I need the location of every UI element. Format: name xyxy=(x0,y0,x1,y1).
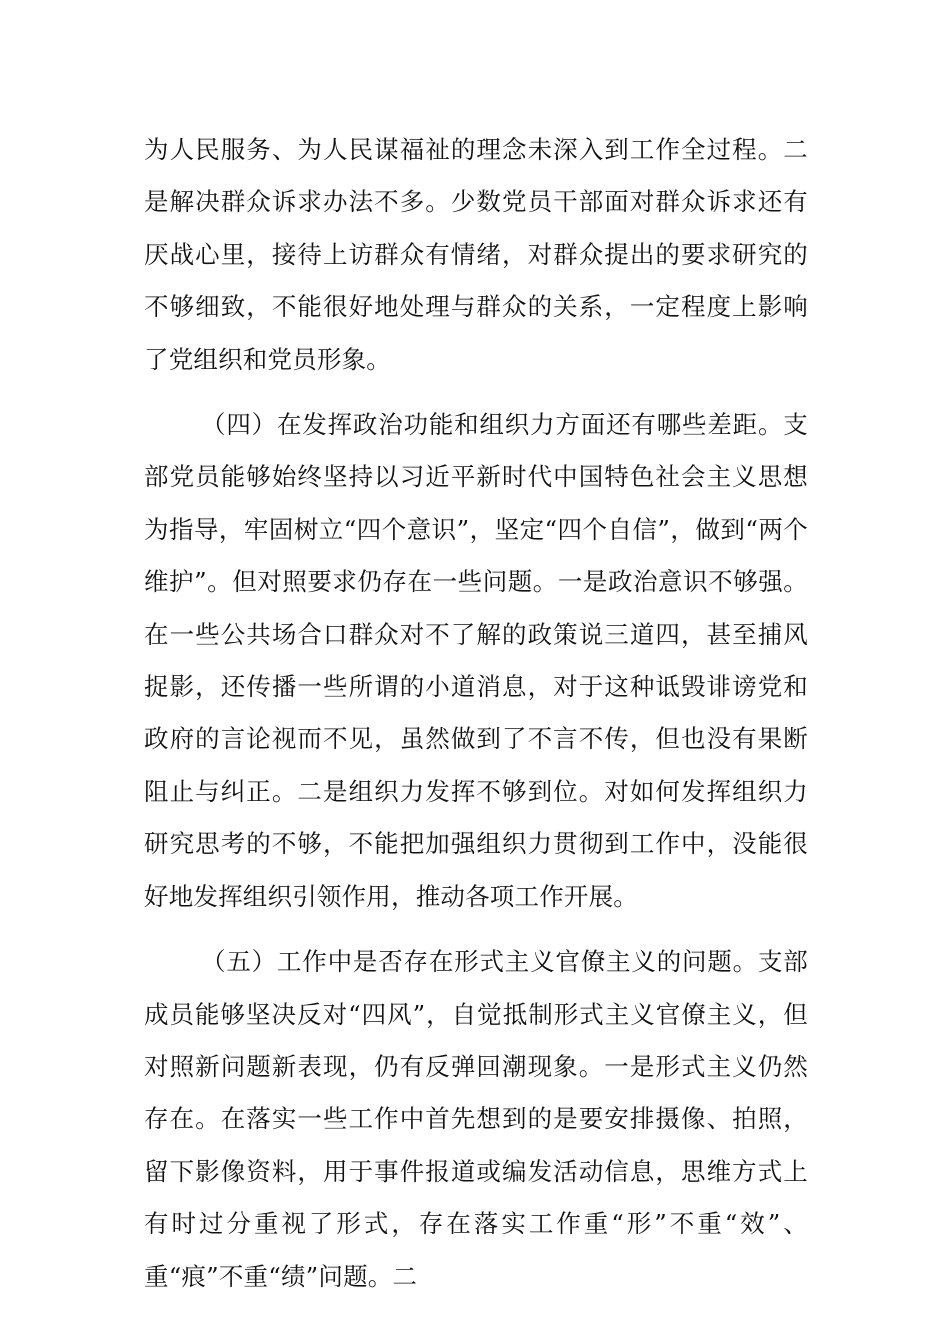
document-body xyxy=(144,124,808,1303)
paragraph-continuation: 为人民服务、为人民谋福祉的理念未深入到工作全过程。二是解决群众诉求办法不多。少数党员干部面对群众诉求还有厌战心里，接待上访群众有情绪，对群众提出的要求研究的不够细致，不能很好地处理与群众的关系，一定程度上影响了党组织和党员形象。 xyxy=(144,135,808,374)
paragraph-section-five: （五）工作中是否存在形式主义官僚主义的问题。支部成员能够坚决反对“四风”，自觉抵制形式主义官僚主义，但对照新问题新表现，仍有反弹回潮现象。一是形式主义仍然存在。在落实一些工作中首先想到的是要安排摄像、拍照，留下影像资料，用于事件报道或编发活动信息，思维方式上有时过分重视了形式，存在落实工作重“形”不重“效”、重“痕”不重“绩”问题。二 xyxy=(144,947,808,1291)
paragraph-section-four: （四）在发挥政治功能和组织力方面还有哪些差距。支部党员能够始终坚持以习近平新时代中国特色社会主义思想为指导，牢固树立“四个意识”，坚定“四个自信”，做到“两个维护”。但对照要求仍存在一些问题。一是政治意识不够强。在一些公共场合口群众对不了解的政策说三道四，甚至捕风捉影，还传播一些所谓的小道消息，对于这种诋毁诽谤党和政府的言论视而不见，虽然做到了不言不传，但也没有果断阻止与纠正。二是组织力发挥不够到位。对如何发挥组织力研究思考的不够，不能把加强组织力贯彻到工作中，没能很好地发挥组织引领作用，推动各项工作开展。 xyxy=(144,410,808,911)
